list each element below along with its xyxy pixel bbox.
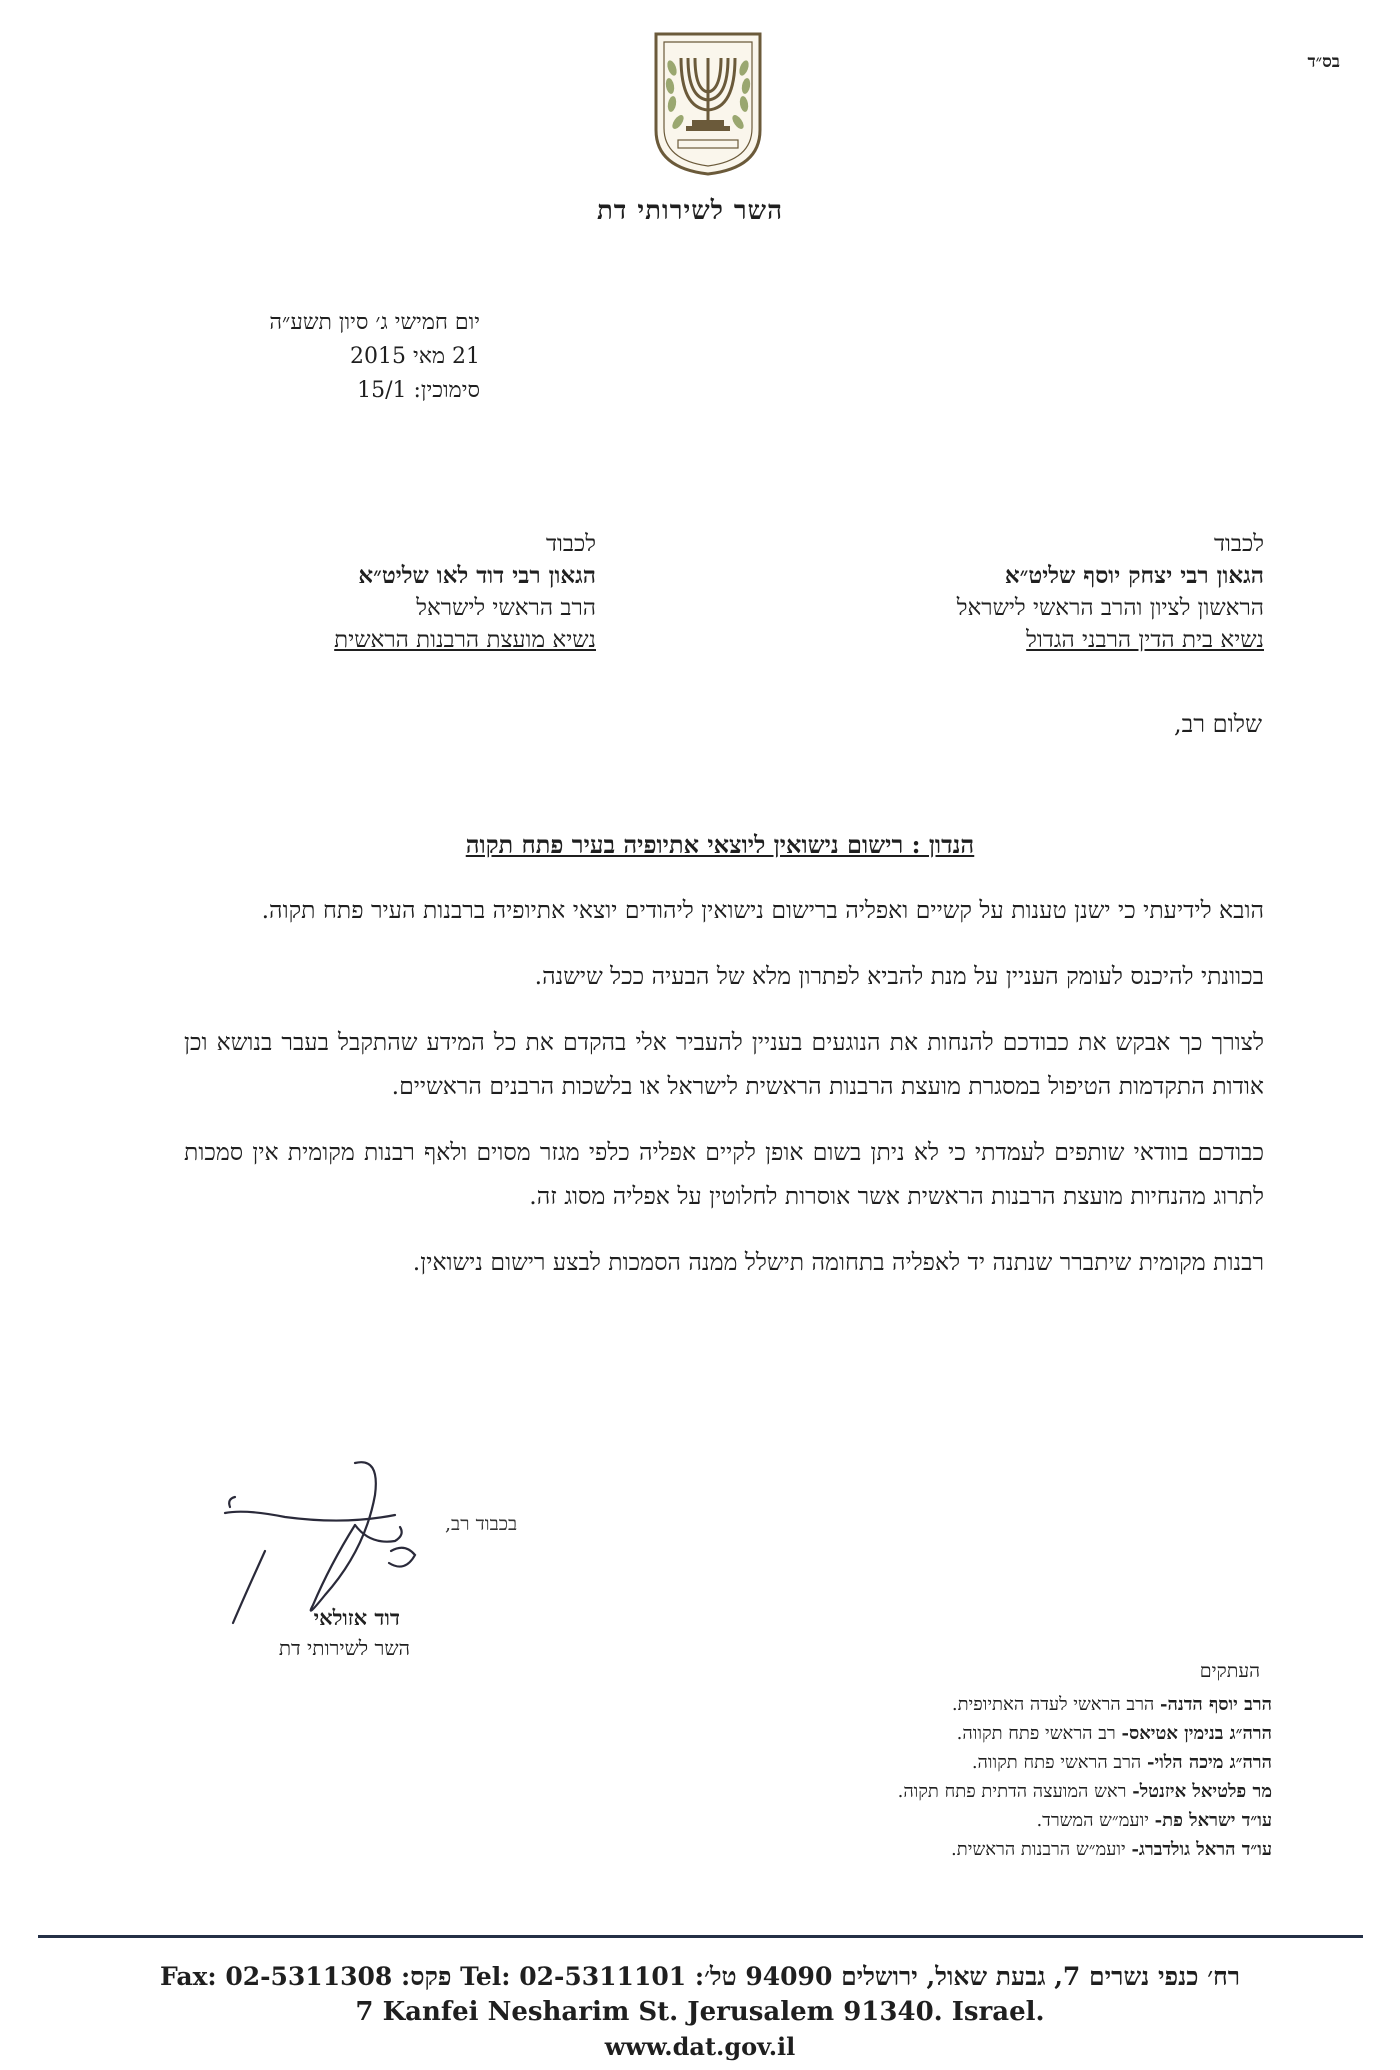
recipient-right (804, 528, 1264, 656)
recipient-name: הגאון רבי דוד לאו שליט״א (358, 562, 596, 589)
recipient-salutation: לכבוד (545, 531, 596, 557)
cc-name: עו״ד הראל גולדברג- (1131, 1839, 1272, 1860)
body-paragraph: רבנות מקומית שיתברר שנתנה יד לאפליה בתחומה תישלל ממנה הסמכות לבצע רישום נישואין. (412, 1248, 1264, 1276)
cc-role: הרב הראשי פתח תקווה. (971, 1752, 1148, 1773)
cc-role: ראש המועצה הדתית פתח תקוה. (897, 1781, 1133, 1802)
footer-hebrew-address: רח׳ כנפי נשרים 7, גבעת שאול, ירושלים 94090 טל׳: Tel: 02-5311101 פקס: Fax: 02-5311308 (159, 1962, 1241, 1991)
signer-title: השר לשירותי דת (278, 1636, 410, 1660)
cc-item (572, 1748, 1272, 1777)
reference-number: סימוכין: 15/1 (357, 378, 480, 403)
gregorian-date: 21 מאי 2015 (350, 344, 480, 369)
recipient-salutation: לכבוד (1213, 531, 1264, 557)
recipient-role: נשיא מועצת הרבנות הראשית (334, 627, 596, 653)
cc-role: הרב הראשי לעדה האתיופית. (951, 1694, 1161, 1715)
body-paragraph: בכוונתי להיכנס לעומק העניין על מנת להביא לפתרון מלא של הבעיה ככל שישנה. (534, 962, 1264, 990)
recipient-title: הרב הראשי לישראל (416, 595, 596, 621)
cc-list (572, 1690, 1272, 1864)
hebrew-date: יום חמישי ג׳ סיון תשע״ה (269, 310, 480, 335)
recipient-name: הגאון רבי יצחק יוסף שליט״א (1004, 562, 1264, 589)
cc-item (572, 1719, 1272, 1748)
recipient-left (196, 528, 596, 656)
recipient-title: הראשון לציון והרב הראשי לישראל (956, 595, 1264, 621)
signature-closing: בכבוד רב, (445, 1513, 518, 1535)
body-paragraph: כבודכם בוודאי שותפים לעמדתי כי לא ניתן בשום אופן לקיים אפליה כלפי מגזר מסוים ולאף רבנות מקומית אין סמכות לתרוג מהנחיות מועצת הרבנות הראשית אשר אוסרות לחלוטין על אפליה מסוג זה. (184, 1138, 1264, 1210)
body-paragraph: הובא לידיעתי כי ישנן טענות על קשיים ואפליה ברישום נישואין ליהודים יוצאי אתיופיה ברבנות העיר פתח תקוה. (261, 896, 1264, 924)
cc-item (572, 1777, 1272, 1806)
cc-name: הרב יוסף הדנה- (1160, 1694, 1272, 1715)
cc-item (572, 1806, 1272, 1835)
recipient-role: נשיא בית הדין הרבני הגדול (1026, 627, 1264, 653)
cc-name: הרה״ג מיכה הלוי- (1147, 1752, 1272, 1773)
cc-role: רב הראשי פתח תקווה. (956, 1723, 1122, 1744)
ministry-title: השר לשירותי דת (596, 196, 784, 226)
cc-role: יועמ״ש הרבנות הראשית. (951, 1839, 1132, 1860)
footer-english-address: 7 Kanfei Nesharim St. Jerusalem 91340. Israel. (355, 1997, 1045, 2027)
footer-website-link[interactable]: www.dat.gov.il (604, 2032, 796, 2061)
cc-item (572, 1835, 1272, 1864)
bsd-header: בס״ד (1307, 52, 1340, 72)
letter-body (184, 888, 1264, 1306)
cc-item (572, 1690, 1272, 1719)
subject-line: הנדון : רישום נישואין ליוצאי אתיופיה בעיר פתח תקוה (465, 830, 975, 859)
footer-divider (38, 1935, 1363, 1938)
cc-name: מר פלטיאל איזנטל- (1132, 1781, 1272, 1802)
body-paragraph: לצורך כך אבקש את כבודכם להנחות את הנוגעים בעניין להעביר אלי בהקדם את כל המידע שהתקבל בעבר בנושא וכן אודות התקדמות הטיפול במסגרת מועצת הרבנות הראשית לישראל או בלשכות הרבנים הראשיים. (184, 1028, 1264, 1100)
state-emblem-icon (648, 28, 768, 178)
date-block (180, 306, 480, 408)
cc-title: העתקים (1199, 1660, 1260, 1682)
signer-name: דוד אזולאי (313, 1605, 400, 1630)
greeting: שלום רב, (1174, 710, 1262, 738)
cc-name: עו״ד ישראל פת- (1154, 1810, 1272, 1831)
cc-name: הרה״ג בנימין אטיאס- (1121, 1723, 1272, 1744)
cc-role: יועמ״ש המשרד. (1036, 1810, 1155, 1831)
